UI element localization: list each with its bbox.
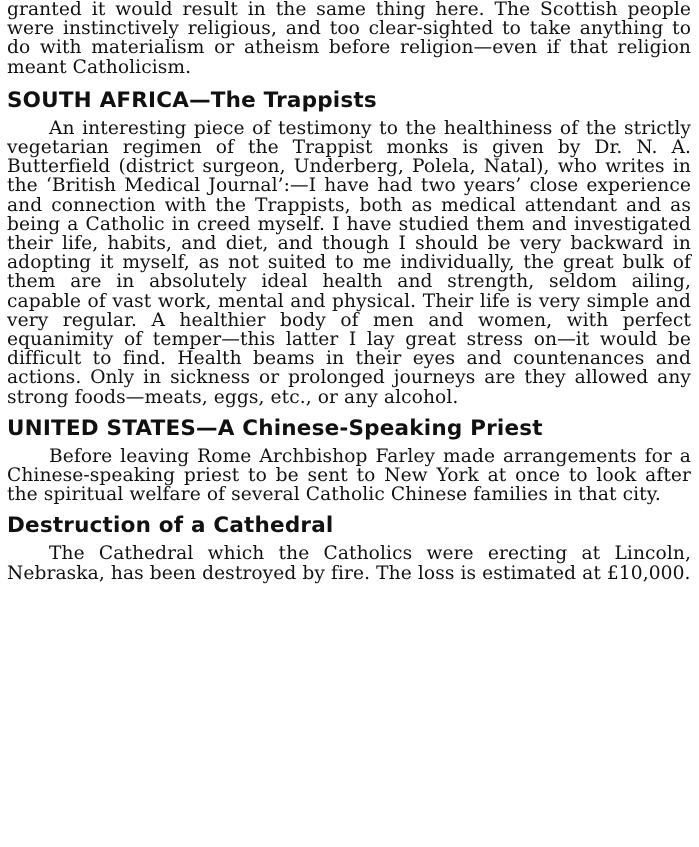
intro-paragraph: granted it would result in the same thing here. The Scottish people were instinctively religious, and too clear-sighted to take anything to do with materialism or atheism before religion—even if that religion meant Catholicism.	[7, 0, 691, 78]
section-body-united-states: Before leaving Rome Archbishop Farley made arrangements for a Chinese-speaking priest to be sent to New York at once to look after the spiritual welfare of several Catholic Chinese families in that city.	[7, 445, 691, 506]
section-body-cathedral: The Cathedral which the Catholics were erecting at Lincoln, Nebraska, has been destroyed by fire. The loss is estimated at £10,000.	[7, 543, 691, 584]
section-heading-united-states: UNITED STATES—A Chinese-Speaking Priest	[7, 415, 543, 441]
section-heading-cathedral: Destruction of a Cathedral	[7, 513, 334, 539]
section-heading-south-africa: SOUTH AFRICA—The Trappists	[7, 87, 377, 113]
section-body-south-africa: An interesting piece of testimony to the healthiness of the strictly vegetarian regimen of the Trappist monks is given by Dr. N. A. Butterfield (district surgeon, Underberg, Polela, Natal), who writes in the ‘British Medical Journal’:—I have had two years’ close experience and connection with the Trappists, both as medical attendant and as being a Catholic in creed myself. I have studied them and investigated their life, habits, and diet, and though I should be very backward in adopting it myself, as not suited to me individually, the great bulk of them are in absolutely ideal health and strength, seldom ailing, capable of vast work, mental and physical. Their life is very simple and very regular. A healthier body of men and women, with perfect equanimity of temper—this latter I lay great stress on—it would be difficult to find. Health beams in their eyes and countenances and actions. Only in sickness or prolonged journeys are they allowed any strong foods—meats, eggs, etc., or any alcohol.	[7, 117, 691, 408]
